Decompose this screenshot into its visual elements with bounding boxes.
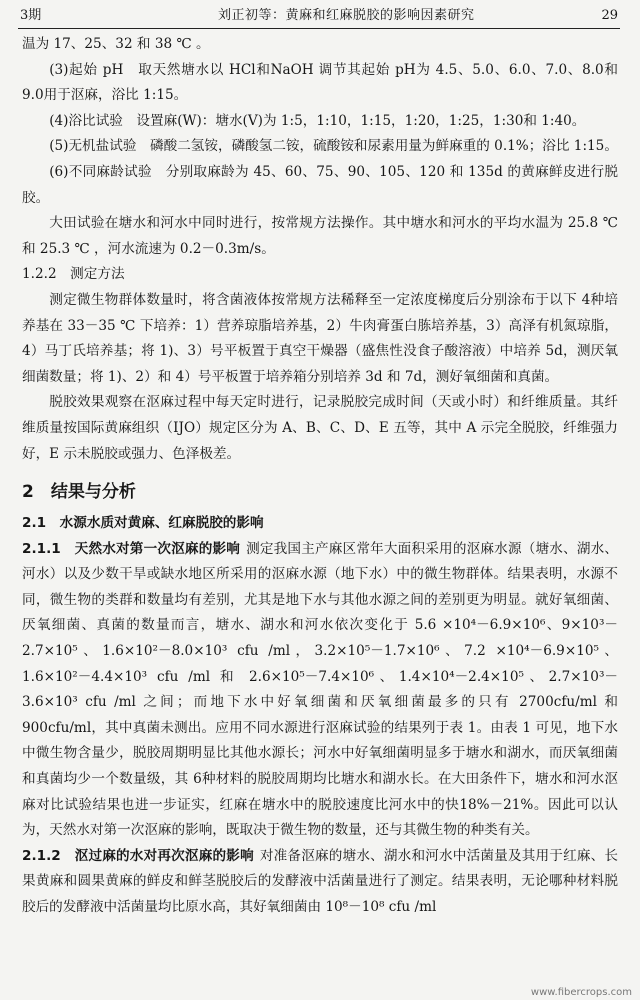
section-heading: 2 结果与分析 xyxy=(22,482,136,503)
paragraph: 大田试验在塘水和河水中同时进行，按常规方法操作。其中塘水和河水的平均水温为 25.8 ℃ 和 25.3 ℃ ，河水流速为 0.2－0.3m/s。 xyxy=(22,215,618,257)
runin-heading: 2.1.1 天然水对第一次沤麻的影响 xyxy=(22,540,241,557)
subsection-heading: 1.2.2 测定方法 xyxy=(22,266,125,283)
running-header xyxy=(18,6,620,29)
journal-issue: 3期 xyxy=(20,8,42,23)
body-text xyxy=(22,32,618,921)
paragraph: 脱胶效果观察在沤麻过程中每天定时进行，记录脱胶完成时间（天或小时）和纤维质量。其纤维质量按国际黄麻组织（IJO）规定区分为 A、B、C、D、E 五等，其中 A 示完全脱胶，纤维强力好，E 示未脱胶或强力、色泽极差。 xyxy=(22,394,618,462)
paragraph: (4)浴比试验 设置麻(W)：塘水(V)为 1:5，1:10，1:15，1:20，1:25，1:30和 1:40。 xyxy=(49,112,586,129)
paragraph xyxy=(22,844,618,921)
paragraph: 温为 17、25、32 和 38 ℃ 。 xyxy=(22,36,210,52)
runin-heading: 2.1.2 沤过麻的水对再次沤麻的影响 xyxy=(22,847,254,864)
subsection-heading: 2.1 水源水质对黄麻、红麻脱胶的影响 xyxy=(22,515,264,532)
paragraph: 测定微生物群体数量时，将含菌液体按常规方法稀释至一定浓度梯度后分别涂布于以下 4种培养基在 33－35 ℃ 下培养：1）营养琼脂培养基，2）牛肉膏蛋白胨培养基，3）高泽有机氮琼脂，4）马丁氏培养基；将 1)、3）号平板置于真空干燥器（盛焦性没食子酸溶液）中培养 5d，测厌氧细菌数量；将 1)、2）和 4）号平板置于培养箱分别培养 3d 和 7d，测好氧细菌和真菌。 xyxy=(22,291,618,385)
paragraph: (3)起始 pH 取天然塘水以 HCl和NaOH 调节其起始 pH为 4.5、5.0、6.0、7.0、8.0和 9.0用于沤麻，浴比 1:15。 xyxy=(22,61,618,104)
running-title: 刘正初等：黄麻和红麻脱胶的影响因素研究 xyxy=(218,8,475,23)
paragraph-text: 测定我国主产麻区常年大面积采用的沤麻水源（塘水、湖水、河水）以及少数干旱或缺水地区所采用的沤麻水源（地下水）中的微生物群体。结果表明，水源不同，微生物的类群和数量均有差别，尤其是地下水与其他水源之间的差别更为明显。就好氧细菌、厌氧细菌、真菌的数量而言，塘水、湖水和河水依次变化于 5.6 ×10⁴－6.9×10⁶、9×10³－2.7×10⁵、1.6×10²－8.0×10³ cfu /ml，3.2×10⁵－1.7×10⁶、7.2 ×10⁴－6.9×10⁵、1.6×10²－4.4×10³ cfu /ml 和 2.6×10⁵－7.4×10⁶、1.4×10⁴－2.4×10⁵、2.7×10³－3.6×10³ cfu /ml 之间；而地下水中好氧细菌和厌氧细菌最多的只有 2700cfu/ml 和 900cfu/ml，其中真菌未测出。应用不同水源进行沤麻试验的结果列于表 1。由表 1 可见，地下水中微生物含量少，脱胶周期明显比其他水源长；河水中好氧细菌明显多于塘水和湖水，而厌氧细菌和真菌均少一个数量级，其 6种材料的脱胶周期均比塘水和湖水长。在大田条件下，塘水和河水沤麻对比试验结果也进一步证实，红麻在塘水中的脱胶速度比河水中的快18%－21%。因此可以认为，天然水对第一次沤麻的影响，既取决于微生物的数量，还与其微生物的种类有关。 xyxy=(22,540,619,839)
watermark: www.fibercrops.com xyxy=(530,987,632,998)
paragraph xyxy=(22,537,618,844)
paragraph: (5)无机盐试验 磷酸二氢铵，磷酸氢二铵，硫酸铵和尿素用量为鲜麻重的 0.1%；浴比 1:15。 xyxy=(49,138,618,155)
paragraph-text: 对准备沤麻的塘水、湖水和河水中活菌量及其用于红麻、长果黄麻和圆果黄麻的鲜皮和鲜茎脱胶后的发酵液中活菌量进行了测定。结果表明，无论哪种材料脱胶后的发酵液中活菌量均比原水高，其好氧细菌由 10⁸－10⁸ cfu /ml xyxy=(22,847,619,915)
paragraph: (6)不同麻龄试验 分别取麻龄为 45、60、75、90、105、120 和 135d 的黄麻鲜皮进行脱胶。 xyxy=(22,163,618,206)
page-number: 29 xyxy=(601,8,618,23)
